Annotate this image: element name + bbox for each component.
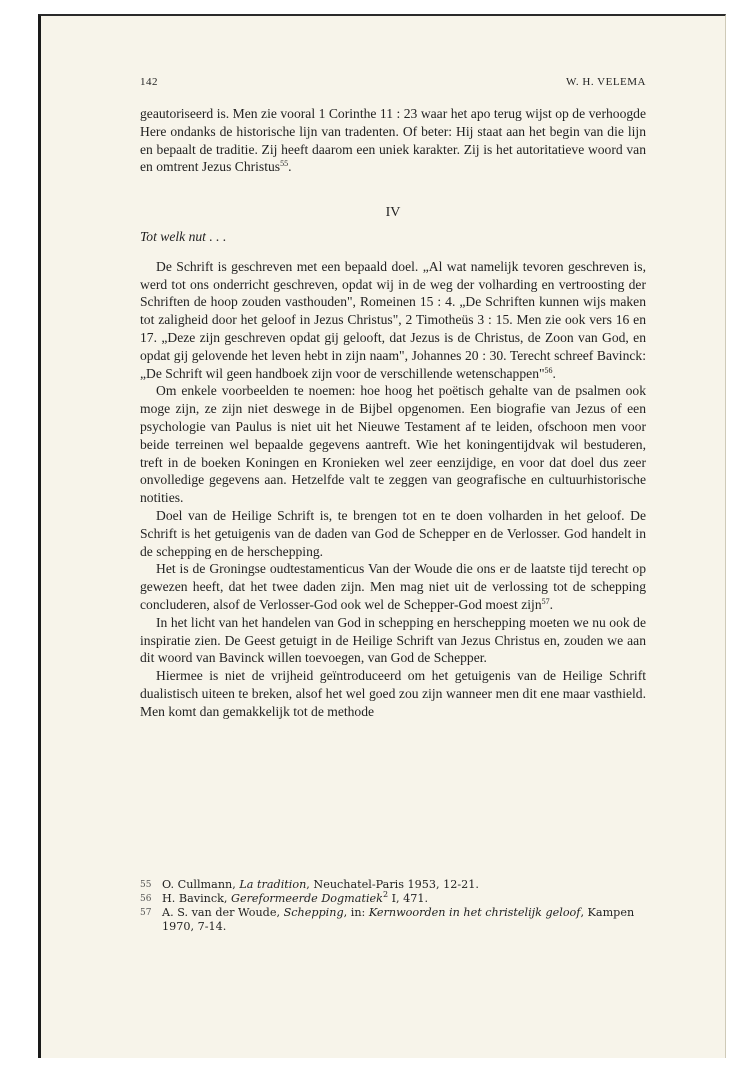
section-title: Tot welk nut . . . bbox=[140, 228, 227, 244]
paragraph: geautoriseerd is. Men zie vooral 1 Corinthe 11 : 23 waar het apo terug wijst op de verhoogde Here ondanks de historische lijn van tradenten. Of beter: Hij staat aan het begin van die lijn en bepaalt de traditie. Zij heeft daarom een uniek karakter. Zij is het autoritatieve woord van en omtrent Jezus Christus$^{55}$. bbox=[140, 106, 646, 175]
section-number: IV bbox=[385, 205, 401, 221]
footnote-ref: 56 bbox=[544, 365, 553, 375]
footnote-ref: 55 bbox=[280, 159, 289, 169]
paragraph: De Schrift is geschreven met een bepaald doel. „Al wat namelijk tevoren geschreven is, werd tot ons onderricht geschreven, opdat wij in de weg der volharding en vertroosting der Schriften de hoop zouden vasthouden", Romeinen 15 : 4. „De Schriften kunnen wijs maken tot zaligheid door het geloof in Jezus Christus", 2 Timotheüs 3 : 15. Men zie ook vers 16 en 17. „Deze zijn geschreven opdat gij gelooft, dat Jezus is de Christus, de Zoon van God, en opdat gij gelovende het leven hebt in zijn naam", Johannes 20 : 30. Terecht schreef Bavinck: „De Schrift wil geen handboek zijn voor de verschillende wetenschappen"$^{56}$. bbox=[140, 258, 646, 381]
footnote-number: 55 bbox=[140, 880, 152, 890]
footnote-number: 57 bbox=[140, 908, 152, 918]
footnote-number: 56 bbox=[140, 894, 152, 904]
paragraph: Het is de Groningse oudtestamenticus Van der Woude die ons er de laatste tijd terecht op gewezen heeft, dat het twee daden zijn. Men mag niet uit de verlossing tot de schepping concluderen, alsof de Verlosser-God ook wel de Schepper-God moest zijn$^{57}$. bbox=[140, 561, 646, 612]
paragraph: Doel van de Heilige Schrift is, te brengen tot en te doen volharden in het geloof. De Schrift is het getuigenis van de daden van God de Schepper en de Verlosser. God handelt in de schepping en de herschepping. bbox=[140, 507, 646, 559]
footnote: 56 H. Bavinck, Gereformeerde Dogmatiek$^2$ I, 471. bbox=[140, 890, 429, 905]
paragraph: Hiermee is niet de vrijheid geïntroduceerd om het getuigenis van de Heilige Schrift dualistisch uiteen te breken, alsof het wel goed zou zijn wanneer men dit ene maar vasthield. Men komt dan gemakkelijk tot de methode bbox=[140, 668, 646, 719]
footnotes bbox=[140, 878, 646, 934]
running-header bbox=[140, 76, 646, 92]
page-number: 142 bbox=[140, 76, 158, 88]
footnote-ref: 57 bbox=[541, 596, 550, 606]
paragraph: In het licht van het handelen van God in schepping en herschepping moeten we nu ook de inspiratie zien. De Geest getuigt in de Heilige Schrift van Jezus Christus en, zouden we aan dit woord van Bavinck willen toevoegen, van God de Schepper. bbox=[140, 614, 646, 666]
running-author: W. H. VELEMA bbox=[566, 76, 646, 88]
footnote: 57 A. S. van der Woude, Schepping, in: Kernwoorden in het christelijk geloof, Kampen 1970, 7-14. bbox=[140, 906, 635, 933]
paragraph: Om enkele voorbeelden te noemen: hoe hoog het poëtisch gehalte van de psalmen ook moge zijn, ze zijn niet deswege in de Bijbel opgenomen. Een biografie van Jezus of een psychologie van Paulus is niet uit het Nieuwe Testament af te leiden, ofschoon men voor beide terreinen wel bepaalde gegevens aantreft. Wie het koningentijdvak wil bestuderen, treft in de boeken Koningen en Kronieken wel zeer eenzijdige, en voor dat doel dus zeer onvolledige gegevens aan. Hetzelfde valt te zeggen van geografische en cultuurhistorische notities. bbox=[140, 383, 646, 506]
body-text bbox=[140, 105, 646, 721]
footnote: 55 O. Cullmann, La tradition, Neuchatel-Paris 1953, 12-21. bbox=[140, 878, 479, 891]
